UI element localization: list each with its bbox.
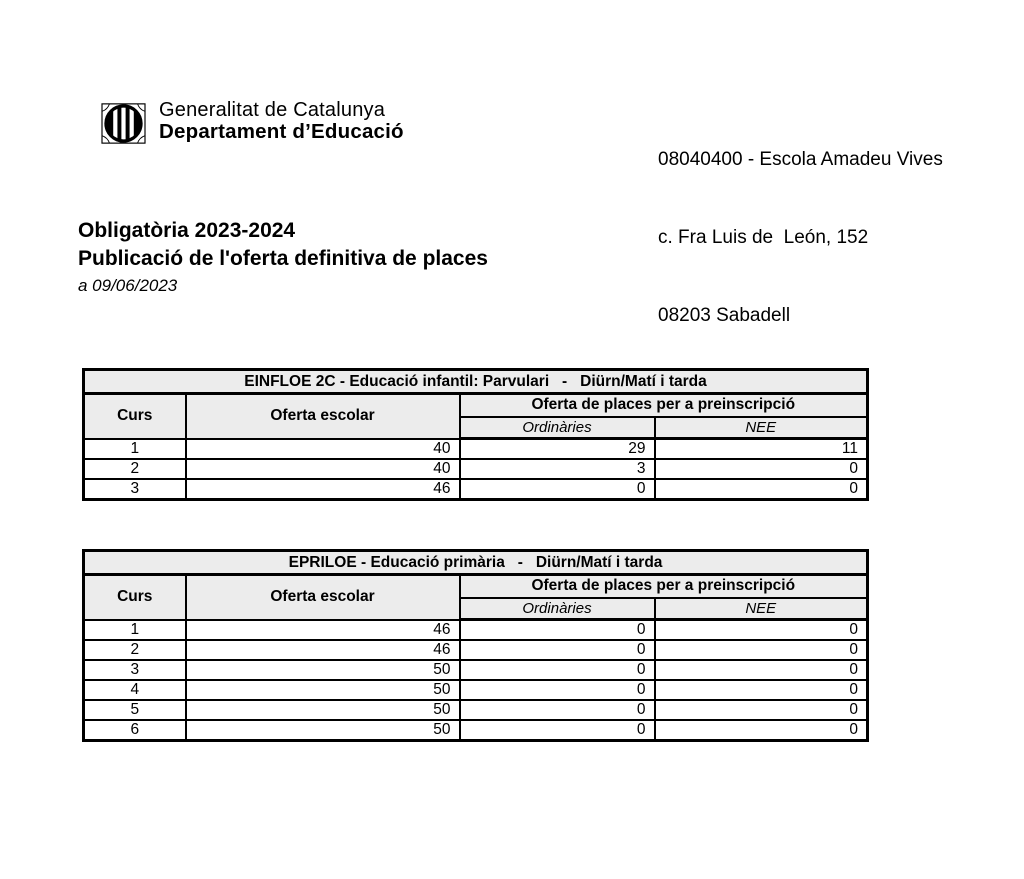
cell-oferta-escolar: 50	[186, 700, 460, 720]
column-header-nee: NEE	[655, 598, 868, 620]
cell-nee: 0	[655, 680, 868, 700]
table-row	[84, 479, 868, 500]
column-header-curs: Curs	[84, 575, 186, 620]
column-header-group: Oferta de places per a preinscripció	[460, 575, 868, 598]
cell-curs: 2	[84, 640, 186, 660]
column-header-nee: NEE	[655, 417, 868, 439]
column-header-oferta-escolar: Oferta escolar	[186, 575, 460, 620]
table-row	[84, 680, 868, 700]
cell-curs: 1	[84, 439, 186, 460]
cell-nee: 0	[655, 660, 868, 680]
table-row	[84, 459, 868, 479]
cell-oferta-escolar: 46	[186, 640, 460, 660]
table-row	[84, 660, 868, 680]
table-infantil	[82, 368, 869, 501]
org-name-line1: Generalitat de Catalunya	[159, 99, 386, 121]
cell-curs: 3	[84, 660, 186, 680]
cell-oferta-escolar: 40	[186, 439, 460, 460]
column-header-ordinaries: Ordinàries	[460, 417, 655, 439]
school-code-name: 08040400 - Escola Amadeu Vives	[658, 149, 943, 170]
generalitat-seal-icon	[100, 102, 147, 145]
document-title-line2: Publicació de l'oferta definitiva de places	[78, 247, 488, 270]
cell-ordinaries: 0	[460, 700, 655, 720]
table-primaria	[82, 549, 869, 742]
column-header-group: Oferta de places per a preinscripció	[460, 394, 868, 417]
cell-oferta-escolar: 50	[186, 660, 460, 680]
cell-ordinaries: 0	[460, 660, 655, 680]
cell-ordinaries: 29	[460, 439, 655, 460]
table-primaria-wrapper	[82, 549, 869, 742]
school-city: 08203 Sabadell	[658, 305, 791, 326]
cell-oferta-escolar: 50	[186, 720, 460, 741]
cell-nee: 0	[655, 640, 868, 660]
document-title-block	[78, 217, 488, 296]
table-row	[84, 620, 868, 641]
table-title: EPRILOE - Educació primària - Diürn/Matí i tarda	[84, 551, 868, 575]
cell-curs: 5	[84, 700, 186, 720]
cell-curs: 2	[84, 459, 186, 479]
table-row	[84, 700, 868, 720]
cell-ordinaries: 0	[460, 680, 655, 700]
school-address	[658, 95, 943, 381]
cell-oferta-escolar: 46	[186, 479, 460, 500]
cell-ordinaries: 3	[460, 459, 655, 479]
cell-nee: 0	[655, 620, 868, 641]
cell-nee: 0	[655, 479, 868, 500]
table-row	[84, 720, 868, 741]
cell-ordinaries: 0	[460, 640, 655, 660]
table-title: EINFLOE 2C - Educació infantil: Parvulari - Diürn/Matí i tarda	[84, 370, 868, 394]
column-header-ordinaries: Ordinàries	[460, 598, 655, 620]
cell-curs: 3	[84, 479, 186, 500]
cell-ordinaries: 0	[460, 620, 655, 641]
cell-curs: 4	[84, 680, 186, 700]
cell-oferta-escolar: 46	[186, 620, 460, 641]
column-header-curs: Curs	[84, 394, 186, 439]
document-date: a 09/06/2023	[78, 276, 178, 295]
cell-curs: 6	[84, 720, 186, 741]
org-name-line2: Departament d’Educació	[159, 120, 404, 143]
cell-nee: 0	[655, 700, 868, 720]
cell-ordinaries: 0	[460, 720, 655, 741]
cell-ordinaries: 0	[460, 479, 655, 500]
table-row	[84, 439, 868, 460]
org-header	[100, 100, 404, 145]
table-row	[84, 640, 868, 660]
cell-nee: 11	[655, 439, 868, 460]
column-header-oferta-escolar: Oferta escolar	[186, 394, 460, 439]
cell-oferta-escolar: 50	[186, 680, 460, 700]
school-street: c. Fra Luis de León, 152	[658, 227, 869, 248]
cell-nee: 0	[655, 459, 868, 479]
cell-nee: 0	[655, 720, 868, 741]
cell-curs: 1	[84, 620, 186, 641]
cell-oferta-escolar: 40	[186, 459, 460, 479]
document-title-line1: Obligatòria 2023-2024	[78, 219, 296, 242]
org-name	[159, 100, 404, 142]
table-infantil-wrapper	[82, 368, 869, 501]
